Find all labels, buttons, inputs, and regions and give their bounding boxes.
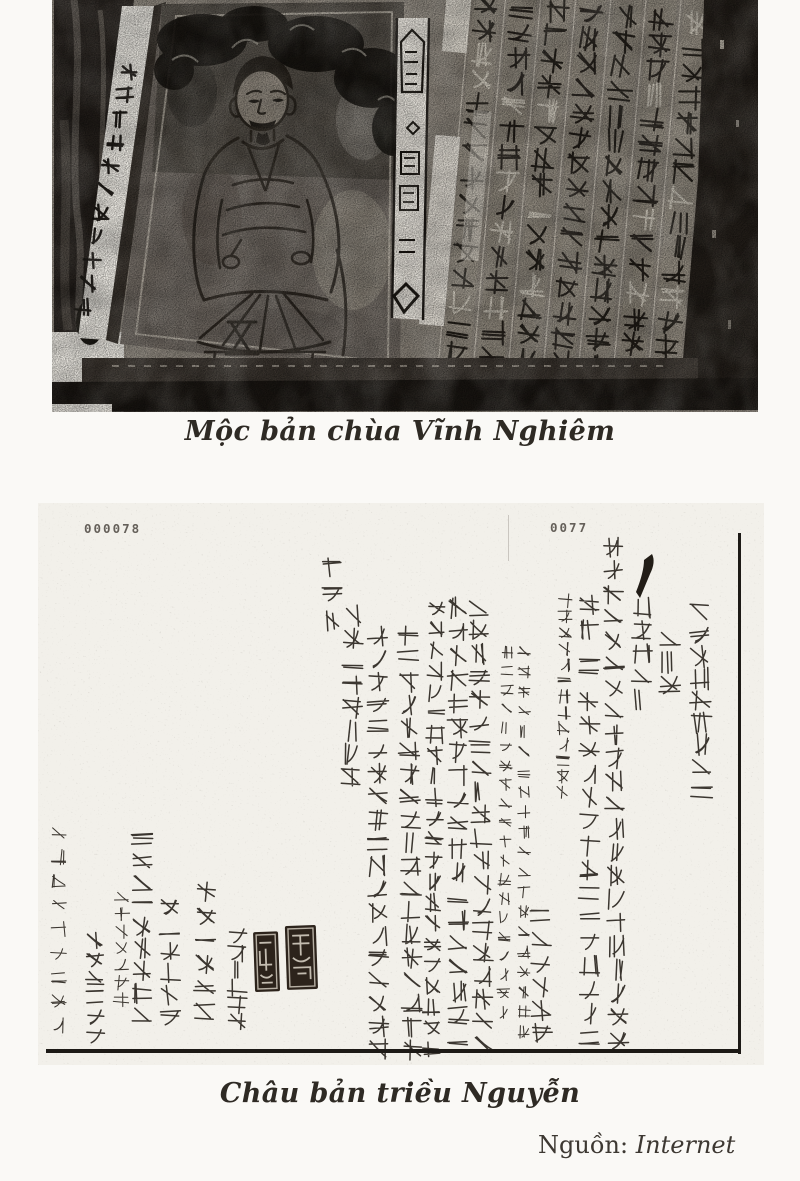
caption-chau-ban: Châu bản triều Nguyễn <box>219 1078 581 1109</box>
document-border-bottom <box>46 1049 741 1053</box>
handwritten-column <box>551 588 578 806</box>
handwritten-column <box>78 926 112 1050</box>
document-border-right <box>738 533 741 1054</box>
imperial-seal <box>249 921 324 999</box>
archive-stamp-2: 0077 <box>550 520 589 535</box>
archive-stamp-1: 000078 <box>84 521 142 536</box>
source-credit <box>538 1131 735 1159</box>
handwritten-column <box>186 876 224 1030</box>
ink-blot <box>630 552 660 604</box>
handwritten-column <box>45 820 72 1046</box>
caption-moc-ban: Mộc bản chùa Vĩnh Nghiêm <box>184 416 616 447</box>
source-value: Internet <box>635 1131 736 1159</box>
source-label: Nguồn: <box>538 1131 629 1159</box>
handwritten-column <box>314 552 349 643</box>
